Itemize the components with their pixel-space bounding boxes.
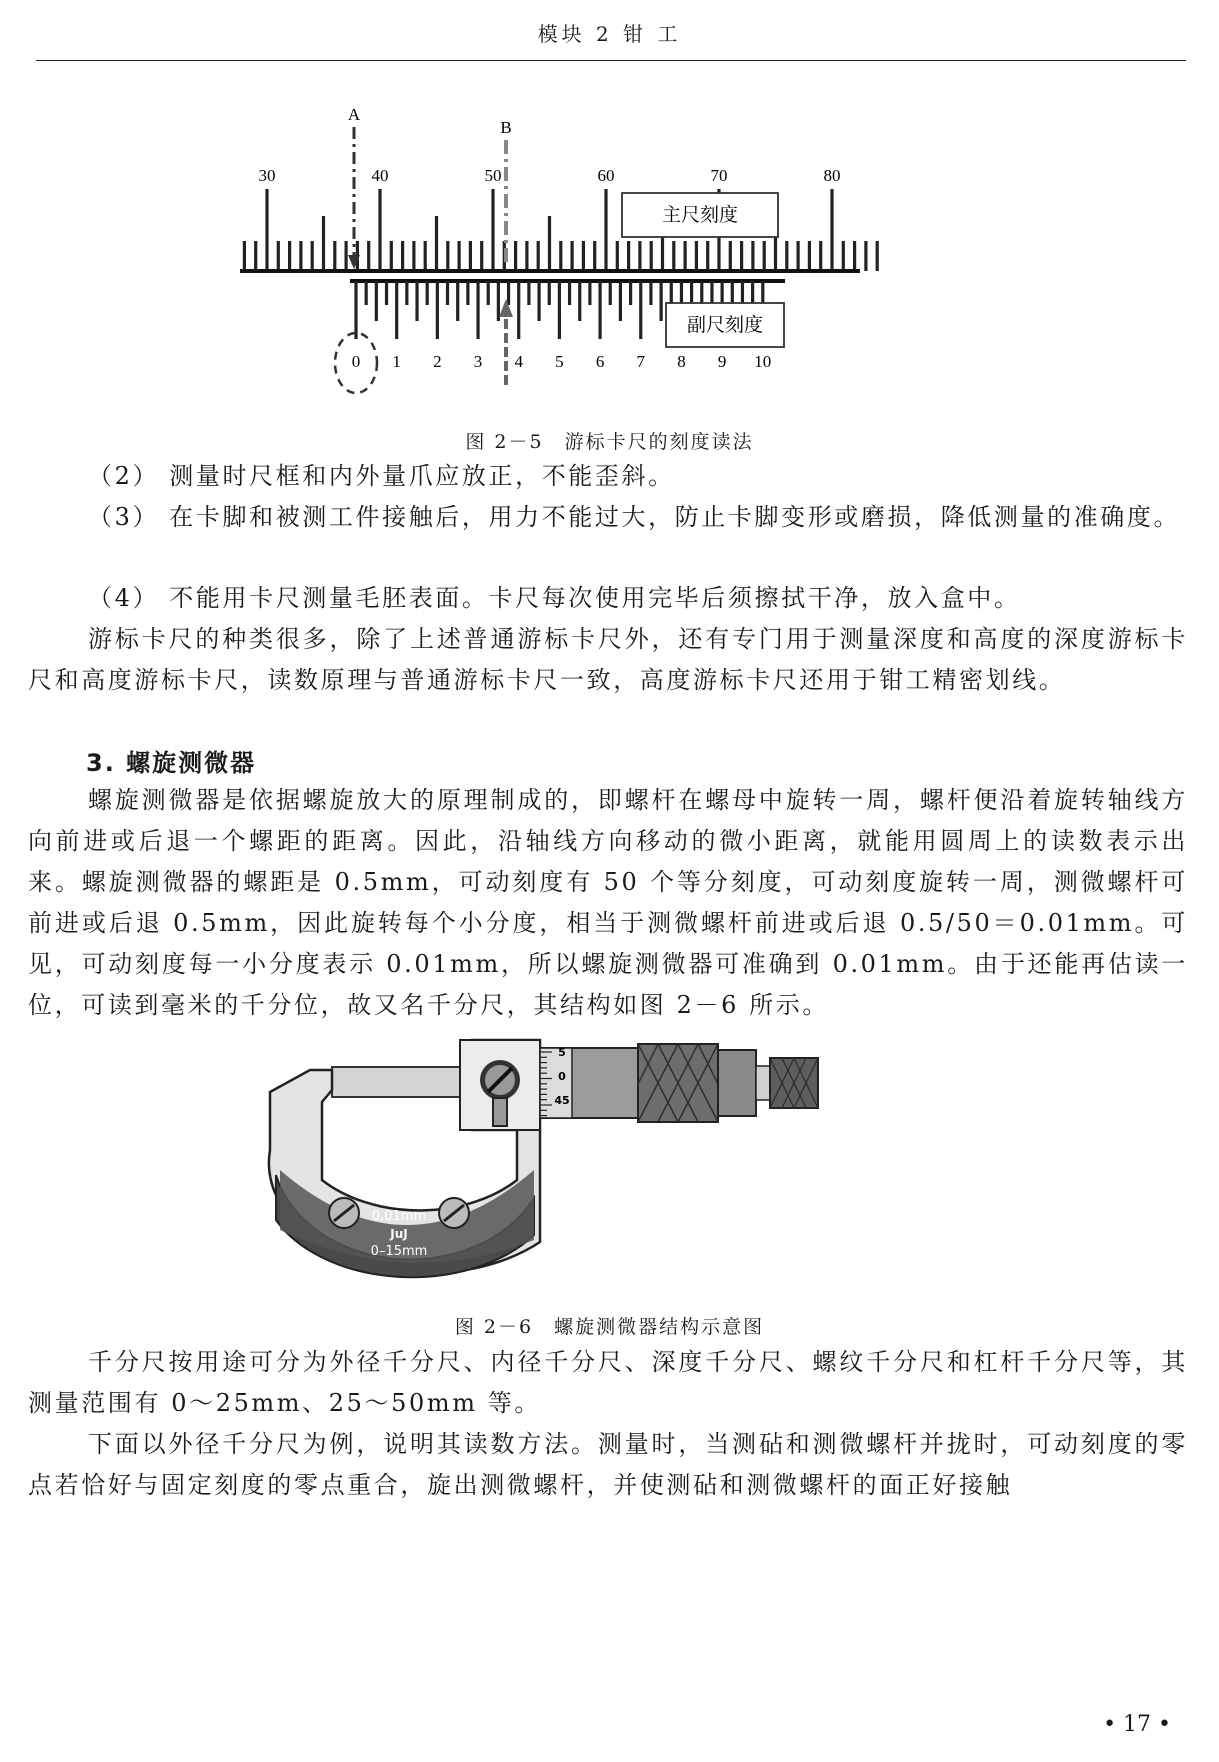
- frame-resolution-text: 0.01mm: [371, 1209, 427, 1224]
- spindle: [332, 1067, 474, 1097]
- section-heading: 3. 螺旋测微器: [86, 749, 257, 777]
- main-scale-number: 50: [484, 166, 502, 185]
- thimble-number: 0: [558, 1070, 566, 1083]
- paragraph-micrometer-principle: 螺旋测微器是依据螺旋放大的原理制成的，即螺杆在螺母中旋转一周，螺杆便沿着旋转轴线方向前进或后退一个螺距的距离。因此，沿轴线方向移动的微小距离，就能用圆周上的读数表示出来。螺旋测微器的螺距是 0.5mm，可动刻度有 50 个等分刻度，可动刻度旋转一周，测微螺杆可前进或后退 0.5mm，因此旋转每个小分度，相当于测微螺杆前进或后退 0.5/50＝0.01mm。可见，可动刻度每一小分度表示 0.01mm，所以螺旋测微器可准确到 0.01mm。由于还能再估读一位，可读到毫米的千分位，故又名千分尺，其结构如图 2－6 所示。: [28, 786, 1188, 1019]
- vernier-scale-number: 9: [717, 352, 727, 371]
- thimble-number: 5: [558, 1046, 566, 1059]
- thimble-rear: [718, 1050, 756, 1116]
- figure-2-6-caption: 图 2－6 螺旋测微器结构示意图: [454, 1316, 765, 1338]
- vernier-scale-number: 2: [433, 352, 442, 371]
- main-scale-number: 30: [258, 166, 276, 185]
- main-scale-ticks: [244, 189, 880, 271]
- vernier-scale-number: 7: [636, 352, 646, 371]
- main-scale-number: 80: [823, 166, 841, 185]
- vernier-scale-figure: [240, 95, 880, 410]
- micrometer-figure: [262, 1030, 832, 1290]
- vernier-scale-number: 8: [677, 352, 686, 371]
- page-number: • 17 •: [1103, 1712, 1171, 1737]
- vernier-scale-label: 副尺刻度: [686, 314, 764, 336]
- running-header: 模块 2 钳 工: [537, 22, 682, 46]
- thimble-number: 45: [554, 1094, 570, 1107]
- paragraph-micrometer-types: 千分尺按用途可分为外径千分尺、内径千分尺、深度千分尺、螺纹千分尺和杠杆千分尺等，其测量范围有 0～25mm、25～50mm 等。: [28, 1348, 1188, 1417]
- paragraph-reading-method: 下面以外径千分尺为例，说明其读数方法。测量时，当测砧和测微螺杆并拢时，可动刻度的零点若恰好与固定刻度的零点重合，旋出测微螺杆，并使测砧和测微螺杆的面正好接触: [28, 1430, 1188, 1499]
- thimble-scale-band: [540, 1048, 572, 1118]
- paragraph-caliper-types: 游标卡尺的种类很多，除了上述普通游标卡尺外，还有专门用于测量深度和高度的深度游标卡尺和高度游标卡尺，读数原理与普通游标卡尺一致，高度游标卡尺还用于钳工精密划线。: [28, 625, 1188, 694]
- vernier-scale-number: 6: [595, 352, 605, 371]
- up-arrow-head: [499, 299, 513, 317]
- vernier-scale-number: 10: [754, 352, 772, 371]
- vernier-scale-number: 1: [392, 352, 401, 371]
- vernier-scale-number: 0: [351, 352, 361, 371]
- label-a: A: [347, 105, 361, 124]
- paragraph-item-2: （2） 测量时尺框和内外量爪应放正，不能歪斜。: [88, 462, 675, 490]
- frame-logo: JuJ: [390, 1227, 408, 1241]
- vernier-scale-number: 5: [555, 352, 564, 371]
- lock-lever: [493, 1098, 507, 1126]
- vernier-scale-number: 3: [473, 352, 483, 371]
- ratchet-neck: [756, 1066, 770, 1100]
- figure-2-5-caption: 图 2－5 游标卡尺的刻度读法: [465, 431, 754, 453]
- vernier-scale-number: 4: [514, 352, 523, 371]
- vernier-scale-numbers: [352, 352, 772, 371]
- header-rule: [36, 60, 1186, 61]
- main-scale-number: 70: [710, 166, 728, 185]
- main-scale-label: 主尺刻度: [661, 204, 739, 226]
- label-b: B: [500, 118, 512, 137]
- main-scale-number: 40: [371, 166, 389, 185]
- main-scale-numbers: [259, 166, 841, 185]
- paragraph-item-4: （4） 不能用卡尺测量毛胚表面。卡尺每次使用完毕后须擦拭干净，放入盒中。: [88, 584, 1021, 612]
- main-scale-number: 60: [597, 166, 615, 185]
- paragraph-item-3: （3） 在卡脚和被测工件接触后，用力不能过大，防止卡脚变形或磨损，降低测量的准确度。: [88, 503, 1181, 531]
- frame-range-text: 0–15mm: [370, 1244, 428, 1259]
